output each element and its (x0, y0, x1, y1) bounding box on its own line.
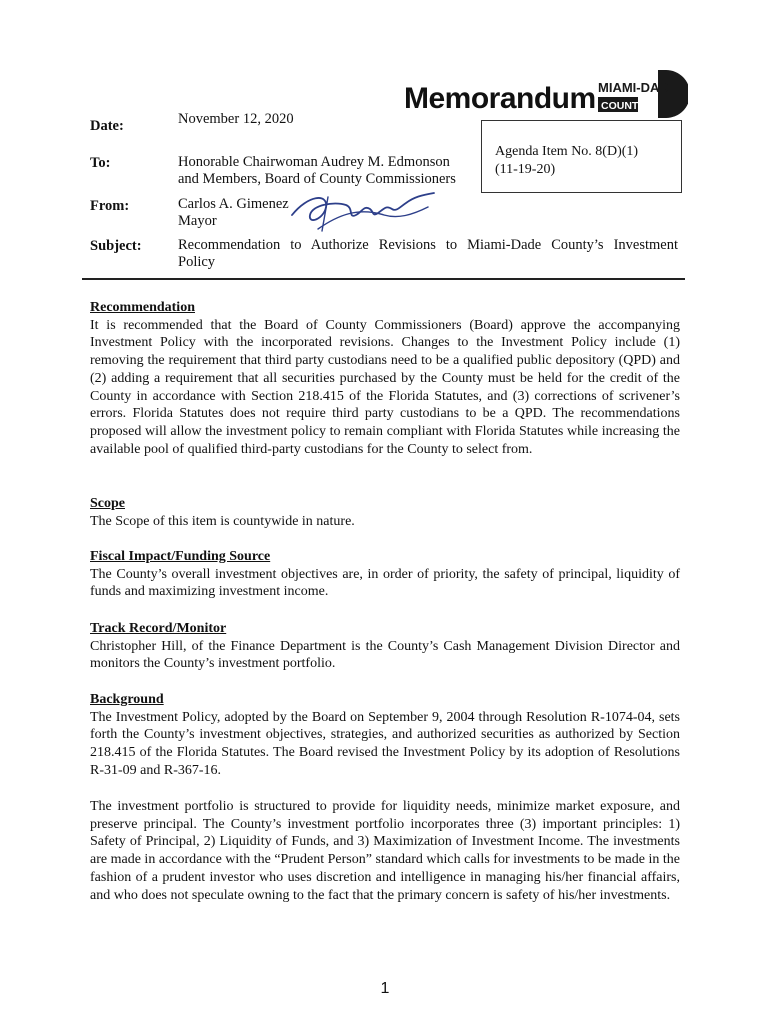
fiscal-impact-heading: Fiscal Impact/Funding Source (90, 549, 271, 564)
background-heading: Background (90, 692, 164, 707)
recommendation-section (90, 299, 680, 458)
logo-text-top: MIAMI-DADE (598, 80, 678, 95)
fiscal-impact-section (90, 548, 680, 601)
date-label: Date: (90, 118, 124, 134)
background-body-2: The investment portfolio is structured to provide for liquidity needs, minimize market exposure, and preserve principal. The County’s investment portfolio incorporates three (3) important principles: 1) Safety of Principal, 2) Liquidity of Funds, and 3) Maximization of Investment Income. The investments are made in accordance with the “Prudent Person” standard which calls for investments to be made in the fashion of a prudent investor who uses discretion and intelligence in managing his/her financial affairs, and who does not speculate owning to the fact that the primary concern is safety of his/her investments. (90, 799, 680, 903)
page-number: 1 (380, 980, 390, 997)
track-record-heading: Track Record/Monitor (90, 621, 227, 636)
scope-body: The Scope of this item is countywide in nature. (90, 513, 355, 529)
agenda-item-number: Agenda Item No. 8(D)(1) (495, 144, 639, 159)
track-record-body: Christopher Hill, of the Finance Department is the County’s Cash Management Division Director and monitors the County’s investment portfolio. (90, 638, 680, 672)
from-value: Carlos A. Gimenez Mayor (178, 196, 289, 229)
header-divider (82, 278, 685, 280)
to-label: To: (90, 155, 111, 171)
agenda-item-date: (11-19-20) (495, 162, 556, 177)
date-value: November 12, 2020 (178, 111, 294, 127)
from-label: From: (90, 198, 130, 214)
background-body-1: The Investment Policy, adopted by the Board on September 9, 2004 through Resolution R-1074-04, sets forth the County’s investment objectives, strategies, and authorized securities as authorized by Section 218.415 of the Florida Statutes. The Board revised the Investment Policy by its adoption of Resolutions R-31-09 and R-367-16. (90, 709, 680, 778)
mayor-signature (288, 185, 438, 235)
recommendation-body: It is recommended that the Board of County Commissioners (Board) approve the accompanying Investment Policy with the incorporated revisions. Changes to the Investment Policy include (1) removing the requirement that third party custodians need to be a qualified public depository (QPD) and (2) adding a requirement that all securities purchased by the County must be held for the credit of the County in accordance with Section 218.415 of the Florida Statutes, and (3) corrections of scrivener’s errors. Florida Statutes does not require third party custodians to be a QPD. The recommendations proposed will allow the investment policy to remain compliant with Florida Statutes while increasing the available pool of qualified third-party custodians for the County to select from. (90, 317, 680, 457)
miami-dade-logo (596, 70, 688, 118)
subject-value: Recommendation to Authorize Revisions to Miami-Dade County’s Investment Policy (178, 237, 678, 270)
background-section (90, 691, 680, 780)
to-value: Honorable Chairwoman Audrey M. Edmonson and Members, Board of County Commissioners (178, 154, 456, 187)
logo-text-bottom: COUNTY (601, 100, 646, 112)
track-record-section (90, 620, 680, 673)
memo-title: Memorandum (404, 82, 596, 115)
background-section-continued (90, 798, 680, 904)
scope-heading: Scope (90, 496, 125, 511)
scope-section (90, 495, 680, 530)
recommendation-heading: Recommendation (90, 300, 195, 315)
fiscal-impact-body: The County’s overall investment objectives are, in order of priority, the safety of principal, liquidity of funds and maximizing investment income. (90, 566, 680, 600)
subject-label: Subject: (90, 238, 142, 254)
agenda-item-box (481, 120, 682, 193)
